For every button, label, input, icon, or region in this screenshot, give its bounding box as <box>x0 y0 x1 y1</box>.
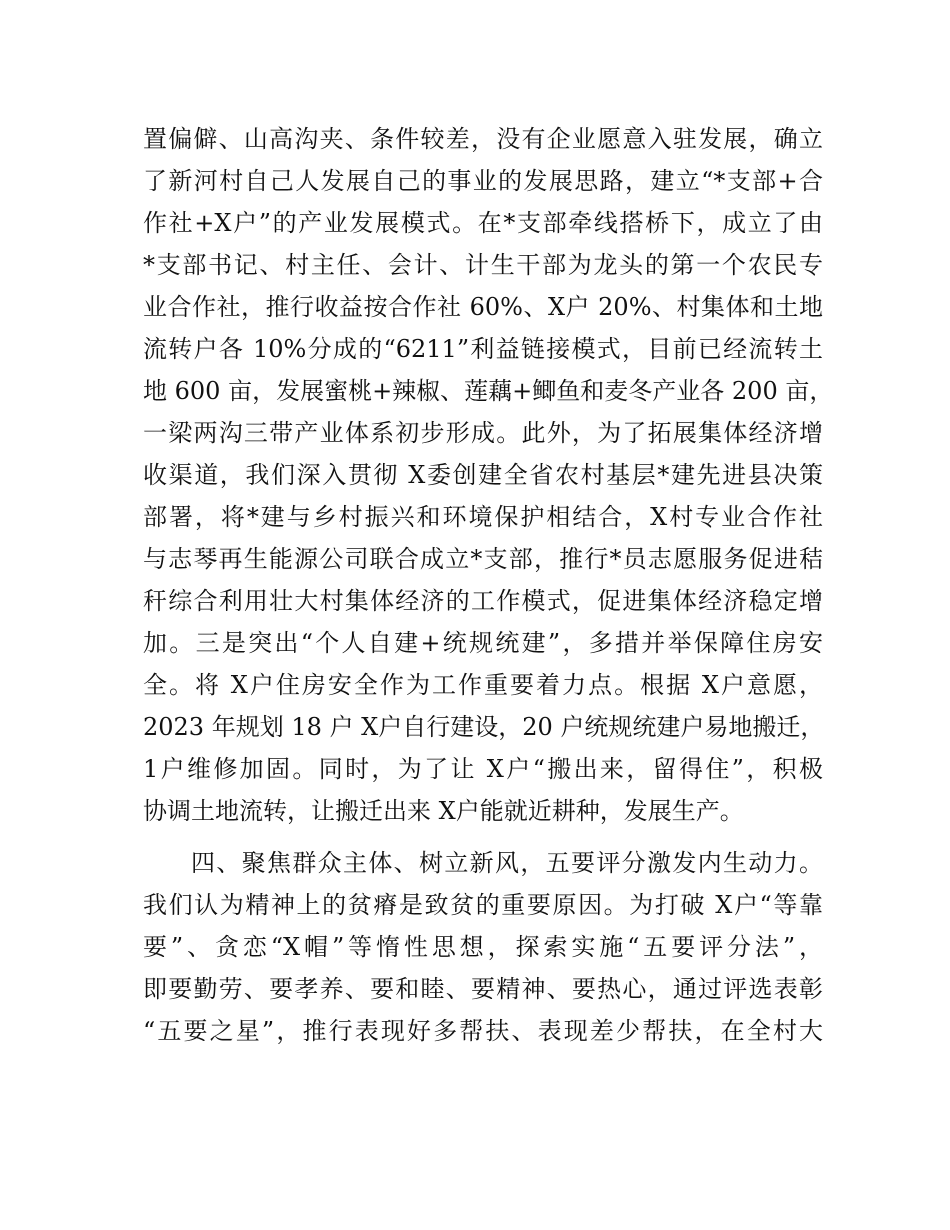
paragraph-line: 我们认为精神上的贫瘠是致贫的重要原因。为打破 X户“等靠 <box>143 891 823 919</box>
paragraph-line: 一梁两沟三带产业体系初步形成。此外，为了拓展集体经济增 <box>143 419 823 447</box>
paragraph-line: 协调土地流转，让搬迁出来 X户能就近耕种，发展生产。 <box>143 797 744 825</box>
paragraph-line: “五要之星”，推行表现好多帮扶、表现差少帮扶，在全村大 <box>143 1017 823 1045</box>
paragraph-line: 流转户各 10%分成的“6211”利益链接模式，目前已经流转土 <box>143 335 823 363</box>
paragraph-line: 置偏僻、山高沟夹、条件较差，没有企业愿意入驻发展，确立 <box>143 125 823 153</box>
paragraph-line: 2023 年规划 18 户 X户自行建设，20 户统规统建户易地搬迁， <box>143 713 825 741</box>
paragraph-line: 秆综合利用壮大村集体经济的工作模式，促进集体经济稳定增 <box>143 587 823 615</box>
paragraph-line: *支部书记、村主任、会计、计生干部为龙头的第一个农民专 <box>143 251 823 279</box>
paragraph-line: 收渠道，我们深入贯彻 X委创建全省农村基层*建先进县决策 <box>143 461 823 489</box>
paragraph-line: 与志琴再生能源公司联合成立*支部，推行*员志愿服务促进秸 <box>143 545 823 573</box>
paragraph-line: 即要勤劳、要孝养、要和睦、要精神、要热心，通过评选表彰 <box>143 975 823 1003</box>
paragraph-line: 了新河村自己人发展自己的事业的发展思路，建立“*支部+合 <box>143 167 823 195</box>
paragraph-line: 业合作社，推行收益按合作社 60%、X户 20%、村集体和土地 <box>143 293 823 321</box>
paragraph-line: 作社+X户”的产业发展模式。在*支部牵线搭桥下，成立了由 <box>143 209 823 237</box>
paragraph-line: 地 600 亩，发展蜜桃+辣椒、莲藕+鲫鱼和麦冬产业各 200 亩， <box>143 377 834 405</box>
paragraph-line: 部署，将*建与乡村振兴和环境保护相结合，X村专业合作社 <box>143 503 823 531</box>
paragraph-line: 要”、贪恋“X帽”等惰性思想，探索实施“五要评分法”， <box>143 933 823 961</box>
paragraph-line: 全。将 X户住房安全作为工作重要着力点。根据 X户意愿， <box>143 671 823 699</box>
paragraph-line: 加。三是突出“个人自建+统规统建”，多措并举保障住房安 <box>143 629 823 657</box>
paragraph-line: 1户维修加固。同时，为了让 X户“搬出来，留得住”，积极 <box>143 755 823 783</box>
section-heading-line: 四、聚焦群众主体、树立新风，五要评分激发内生动力。 <box>191 849 823 877</box>
